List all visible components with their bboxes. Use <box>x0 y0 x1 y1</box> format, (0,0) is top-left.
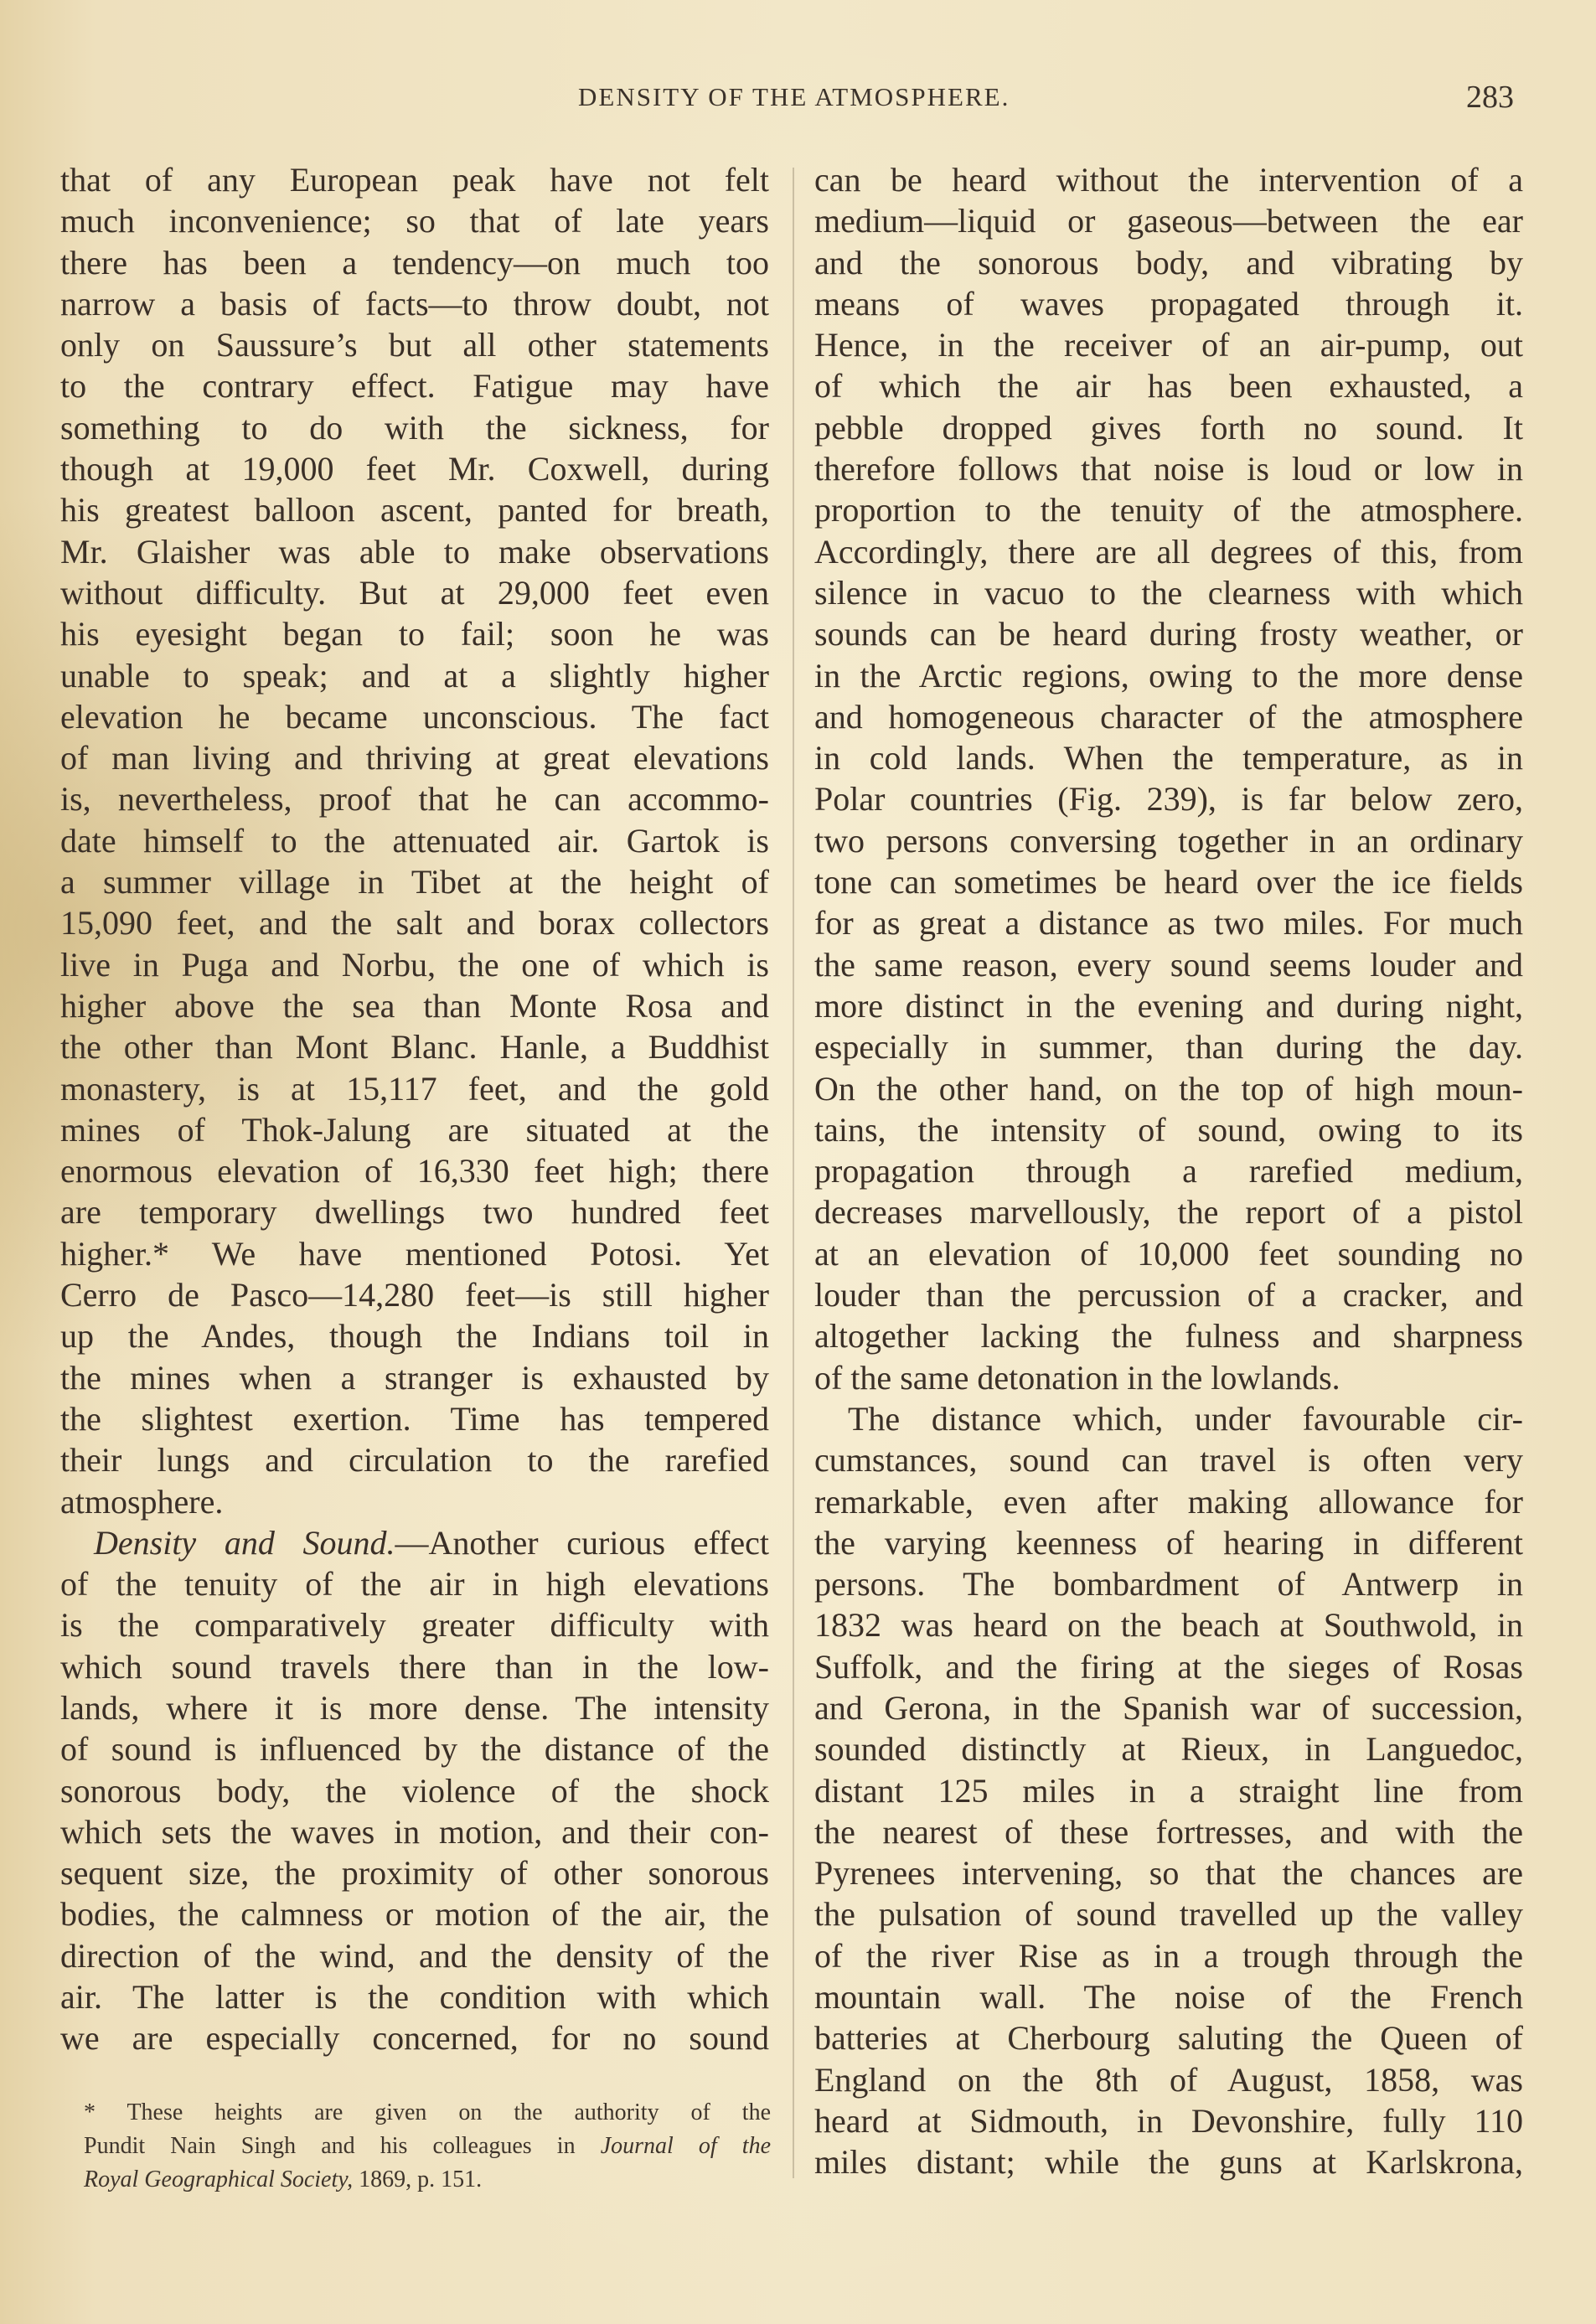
text-line: cumstances, sound can travel is often very <box>814 1441 1523 1480</box>
text-line: at an elevation of 10,000 feet sounding no <box>814 1234 1523 1273</box>
text-line: of which the air has been exhausted, a <box>814 367 1523 405</box>
text-line: the varying keenness of hearing in different <box>814 1523 1523 1562</box>
text-line: mines of Thok-Jalung are situated at the <box>60 1110 769 1149</box>
text-line: which sets the waves in motion, and their con- <box>60 1812 769 1851</box>
running-head <box>0 82 1596 124</box>
text-line: Accordingly, there are all degrees of this, from <box>814 532 1523 571</box>
text-line: tone can sometimes be heard over the ice fields <box>814 863 1523 901</box>
text-line: live in Puga and Norbu, the one of which is <box>60 945 769 984</box>
text-line: louder than the percussion of a cracker, and <box>814 1276 1523 1314</box>
text-line: tains, the intensity of sound, owing to its <box>814 1110 1523 1149</box>
text-line: without difficulty. But at 29,000 feet even <box>60 573 769 612</box>
text-line: the slightest exertion. Time has tempered <box>60 1399 769 1438</box>
text-line: which sound travels there than in the low- <box>60 1647 769 1686</box>
text-line: Polar countries (Fig. 239), is far below zero, <box>814 780 1523 819</box>
text-line: medium—liquid or gaseous—between the ear <box>814 202 1523 240</box>
text-line: of the same detonation in the lowlands. <box>814 1358 1340 1397</box>
text-line: the mines when a stranger is exhausted by <box>60 1358 769 1397</box>
page-number: 283 <box>1466 80 1514 115</box>
text-line: can be heard without the intervention of a <box>814 161 1523 199</box>
text-line: only on Saussure’s but all other statements <box>60 326 769 364</box>
text-line: The distance which, under favourable cir- <box>848 1399 1523 1438</box>
text-line: their lungs and circulation to the rarefied <box>60 1441 769 1480</box>
footnote-line <box>84 2163 771 2197</box>
text-line: mountain wall. The noise of the French <box>814 1978 1523 2017</box>
running-title: DENSITY OF THE ATMOSPHERE. <box>578 82 1010 111</box>
text-line: to the contrary effect. Fatigue may have <box>60 367 769 405</box>
text-line: means of waves propagated through it. <box>814 284 1523 323</box>
text-line: is the comparatively greater difficulty with <box>60 1606 769 1645</box>
text-line: and homogeneous character of the atmosphere <box>814 697 1523 736</box>
footnote-journal: Journal of the <box>600 2133 772 2159</box>
text-line: propagation through a rarefied medium, <box>814 1152 1523 1190</box>
text-line: the other than Mont Blanc. Hanle, a Buddhist <box>60 1028 769 1066</box>
text-line: Pyrenees intervening, so that the chances are <box>814 1854 1523 1893</box>
text-line: more distinct in the evening and during night, <box>814 986 1523 1025</box>
section-line-text: —Another curious effect <box>395 1523 769 1562</box>
text-line: pebble dropped gives forth no sound. It <box>814 408 1523 447</box>
text-line: monastery, is at 15,117 feet, and the gold <box>60 1069 769 1108</box>
text-line: in cold lands. When the temperature, as in <box>814 739 1523 777</box>
text-line: a summer village in Tibet at the height of <box>60 863 769 901</box>
text-line: Mr. Glaisher was able to make observations <box>60 532 769 571</box>
text-line: distant 125 miles in a straight line from <box>814 1771 1523 1810</box>
footnote-line: * These heights are given on the authority of the <box>84 2099 771 2125</box>
text-line: of the tenuity of the air in high elevations <box>60 1565 769 1604</box>
text-line: and Gerona, in the Spanish war of succession, <box>814 1688 1523 1727</box>
text-line: lands, where it is more dense. The intensity <box>60 1688 769 1727</box>
text-line: the nearest of these fortresses, and with the <box>814 1812 1523 1851</box>
text-line: we are especially concerned, for no sound <box>60 2019 769 2058</box>
text-line: his eyesight began to fail; soon he was <box>60 615 769 653</box>
text-line: for as great a distance as two miles. For much <box>814 904 1523 943</box>
text-line: batteries at Cherbourg saluting the Queen of <box>814 2019 1523 2058</box>
text-line: Hence, in the receiver of an air-pump, out <box>814 326 1523 364</box>
text-line: sonorous body, the violence of the shock <box>60 1771 769 1810</box>
text-line: bodies, the calmness or motion of the air, the <box>60 1895 769 1934</box>
text-line: his greatest balloon ascent, panted for breath, <box>60 491 769 529</box>
text-line: 1832 was heard on the beach at Southwold, in <box>814 1606 1523 1645</box>
text-line: sounded distinctly at Rieux, in Languedoc, <box>814 1730 1523 1769</box>
text-line: much inconvenience; so that of late years <box>60 202 769 240</box>
text-line: silence in vacuo to the clearness with which <box>814 573 1523 612</box>
text-line: in the Arctic regions, owing to the more dense <box>814 656 1523 695</box>
text-line: remarkable, even after making allowance for <box>814 1482 1523 1521</box>
text-line: of man living and thriving at great elevations <box>60 739 769 777</box>
text-line: air. The latter is the condition with which <box>60 1978 769 2017</box>
text-line: two persons conversing together in an ordinary <box>814 821 1523 860</box>
right-column <box>814 159 1523 2183</box>
text-line: something to do with the sickness, for <box>60 408 769 447</box>
text-line: up the Andes, though the Indians toil in <box>60 1317 769 1356</box>
text-line: that of any European peak have not felt <box>60 161 769 199</box>
text-line: though at 19,000 feet Mr. Coxwell, during <box>60 450 769 488</box>
text-line: the same reason, every sound seems louder and <box>814 945 1523 984</box>
text-line: sounds can be heard during frosty weather, or <box>814 615 1523 653</box>
text-line: therefore follows that noise is loud or low in <box>814 450 1523 488</box>
text-line: heard at Sidmouth, in Devonshire, fully 110 <box>814 2101 1523 2140</box>
text-line: direction of the wind, and the density of the <box>60 1936 769 1975</box>
section-heading: Density and Sound. <box>94 1523 395 1562</box>
text-line: is, nevertheless, proof that he can accommo- <box>60 780 769 819</box>
text-line: higher.* We have mentioned Potosi. Yet <box>60 1234 769 1273</box>
text-line: altogether lacking the fulness and sharpness <box>814 1317 1523 1356</box>
text-line: of the river Rise as in a trough through the <box>814 1936 1523 1975</box>
text-line: England on the 8th of August, 1858, was <box>814 2060 1523 2099</box>
text-line: decreases marvellously, the report of a pistol <box>814 1193 1523 1232</box>
text-line: Cerro de Pasco—14,280 feet—is still higher <box>60 1276 769 1314</box>
text-line: sequent size, the proximity of other sonorous <box>60 1854 769 1893</box>
text-line: unable to speak; and at a slightly higher <box>60 656 769 695</box>
text-line: especially in summer, than during the day. <box>814 1028 1523 1066</box>
text-line: are temporary dwellings two hundred feet <box>60 1193 769 1232</box>
text-line: On the other hand, on the top of high moun- <box>814 1069 1523 1108</box>
left-column <box>60 159 769 2059</box>
text-line: miles distant; while the guns at Karlskrona, <box>814 2143 1523 2182</box>
text-line: Suffolk, and the firing at the sieges of Rosas <box>814 1647 1523 1686</box>
column-divider <box>793 168 794 2178</box>
text-line: narrow a basis of facts—to throw doubt, not <box>60 284 769 323</box>
footnote-line <box>84 2130 771 2163</box>
text-line: enormous elevation of 16,330 feet high; there <box>60 1152 769 1190</box>
text-line: and the sonorous body, and vibrating by <box>814 243 1523 281</box>
text-line: elevation he became unconscious. The fact <box>60 697 769 736</box>
footnote-society: Royal Geographical Society, <box>84 2166 354 2192</box>
footnote-text: 1869, p. 151. <box>353 2166 483 2192</box>
text-line: 15,090 feet, and the salt and borax collectors <box>60 904 769 943</box>
text-line: the pulsation of sound travelled up the valley <box>814 1895 1523 1934</box>
text-line: of sound is influenced by the distance of the <box>60 1730 769 1769</box>
text-line: persons. The bombardment of Antwerp in <box>814 1565 1523 1604</box>
text-line: higher above the sea than Monte Rosa and <box>60 986 769 1025</box>
text-line: proportion to the tenuity of the atmosphere. <box>814 491 1523 529</box>
footnote-text: Pundit Nain Singh and his colleagues in <box>84 2133 601 2159</box>
text-line: there has been a tendency—on much too <box>60 243 769 281</box>
footnote <box>84 2096 771 2197</box>
text-line: date himself to the attenuated air. Gartok is <box>60 821 769 860</box>
text-line: atmosphere. <box>60 1482 224 1521</box>
section-line <box>60 1522 769 1563</box>
